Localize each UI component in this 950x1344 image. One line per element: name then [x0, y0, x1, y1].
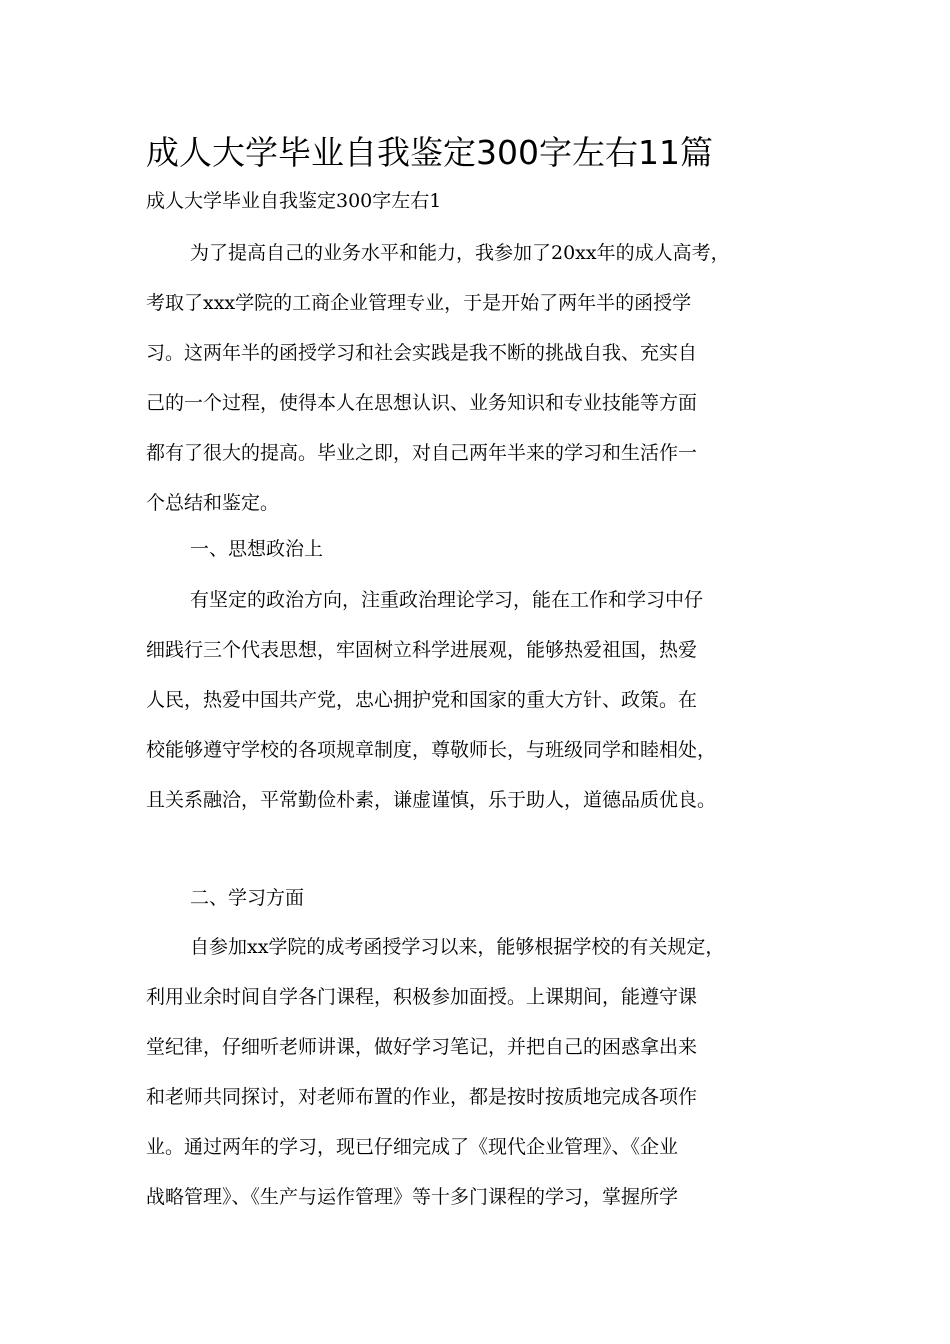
paragraph-line: 习。这两年半的函授学习和社会实践是我不断的挑战自我、充实自: [146, 342, 698, 364]
paragraph-line: 个总结和鉴定。: [146, 492, 280, 514]
paragraph-line: 有坚定的政治方向，注重政治理论学习，能在工作和学习中仔: [190, 589, 704, 611]
paragraph-line: 战略管理》、《生产与运作管理》等十多门课程的学习，掌握所学: [146, 1186, 679, 1208]
document-subtitle: 成人大学毕业自我鉴定300字左右1: [146, 190, 442, 212]
paragraph-politics: [146, 575, 806, 825]
paragraph-line: 利用业余时间自学各门课程，积极参加面授。上课期间，能遵守课: [146, 986, 698, 1008]
paragraph-line: 和老师共同探讨，对老师布置的作业，都是按时按质地完成各项作: [146, 1086, 698, 1108]
document-title: 成人大学毕业自我鉴定300字左右11篇: [146, 133, 713, 172]
paragraph-line: 为了提高自己的业务水平和能力，我参加了20xx年的成人高考，: [190, 242, 730, 264]
paragraph-line: 考取了xxx学院的工商企业管理专业，于是开始了两年半的函授学: [146, 292, 692, 314]
paragraph-line: 堂纪律，仔细听老师讲课，做好学习笔记，并把自己的困惑拿出来: [146, 1036, 698, 1058]
paragraph-line: 人民，热爱中国共产党，忠心拥护党和国家的重大方针、政策。在: [146, 689, 698, 711]
paragraph-line: 且关系融洽，平常勤俭朴素，谦虚谨慎，乐于助人，道德品质优良。: [146, 789, 717, 811]
section-heading-politics: 一、思想政治上: [190, 538, 324, 560]
paragraph-intro: [146, 228, 806, 528]
paragraph-line: 都有了很大的提高。毕业之即，对自己两年半来的学习和生活作一: [146, 442, 698, 464]
section-heading-study: 二、学习方面: [190, 887, 305, 909]
paragraph-line: 细践行三个代表思想，牢固树立科学进展观，能够热爱祖国，热爱: [146, 639, 698, 661]
paragraph-line: 校能够遵守学校的各项规章制度，尊敬师长，与班级同学和睦相处，: [146, 739, 717, 761]
paragraph-study: [146, 922, 806, 1222]
paragraph-line: 业。通过两年的学习，现已仔细完成了《现代企业管理》、《企业: [146, 1136, 679, 1158]
paragraph-line: 自参加xx学院的成考函授学习以来，能够根据学校的有关规定，: [190, 936, 725, 958]
paragraph-line: 己的一个过程，使得本人在思想认识、业务知识和专业技能等方面: [146, 392, 698, 414]
